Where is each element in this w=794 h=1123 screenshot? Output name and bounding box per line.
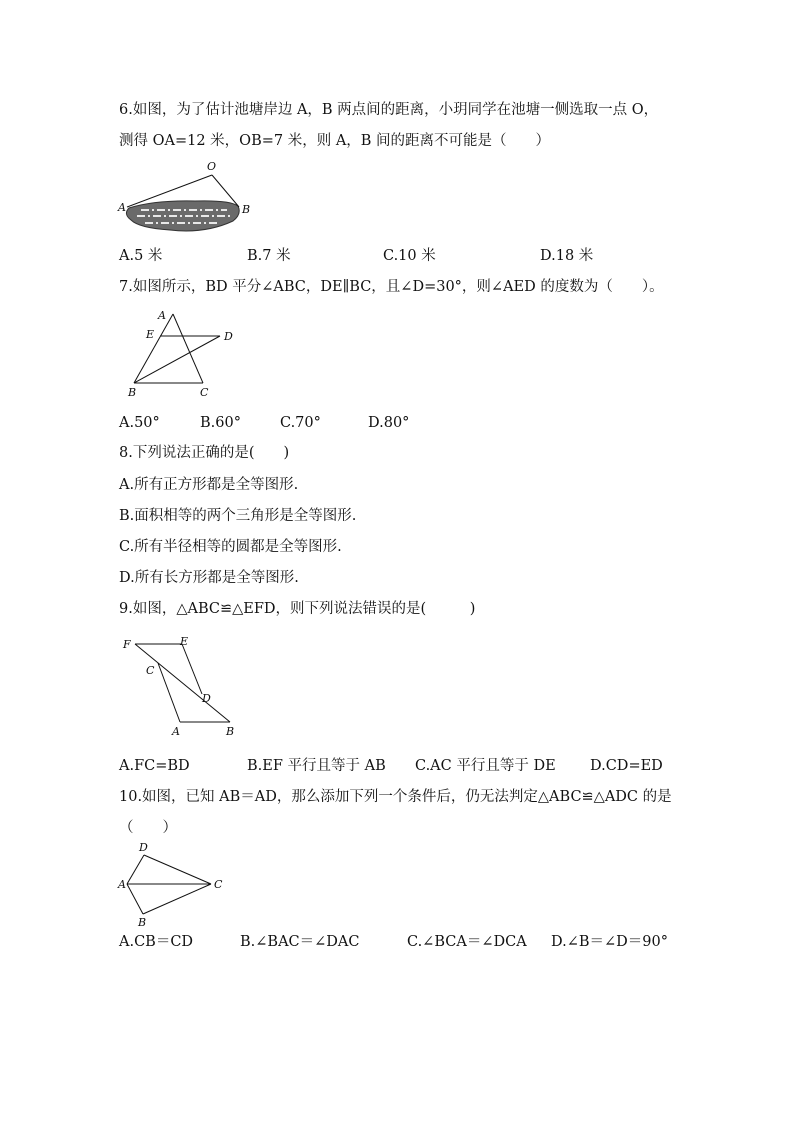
q9-text-line1: 9.如图，△ABC≌△EFD，则下列说法错误的是( ) (119, 601, 476, 617)
q7-option-d: D.80° (368, 415, 410, 431)
q9-option-b: B.EF 平行且等于 AB (247, 758, 386, 774)
label-a: A (118, 878, 126, 891)
q10-text-line2: （ ） (119, 820, 177, 836)
label-d: D (202, 692, 211, 705)
label-a: A (118, 201, 126, 214)
segment-ad (127, 855, 144, 884)
q8-option-d: D.所有长方形都是全等图形. (119, 570, 299, 586)
q7-option-c: C.70° (280, 415, 321, 431)
q6-option-d: D.18 米 (540, 248, 594, 264)
label-e: E (180, 635, 189, 648)
segment-bc (143, 884, 211, 914)
label-c: C (146, 664, 155, 677)
q7-text-line1: 7.如图所示，BD 平分∠ABC，DE∥BC，且∠D=30°，则∠AED 的度数为（ ）。 (119, 279, 664, 295)
label-b: B (242, 203, 251, 216)
segment-ed (182, 644, 202, 694)
segment-fb (135, 644, 230, 722)
q7-triangle-figure (120, 305, 245, 402)
q8-text-line1: 8.下列说法正确的是( ) (119, 445, 290, 461)
q10-text-line1: 10.如图，已知 AB＝AD，那么添加下列一个条件后，仍无法判定△ABC≌△ADC 的是 (119, 789, 672, 805)
label-d: D (224, 330, 233, 343)
q8-option-b: B.面积相等的两个三角形是全等图形. (119, 508, 357, 524)
label-b: B (226, 725, 235, 738)
q9-option-d: D.CD=ED (590, 758, 663, 774)
q10-kite-figure (116, 840, 234, 930)
q7-option-b: B.60° (200, 415, 241, 431)
q6-text-line1: 6.如图，为了估计池塘岸边 A，B 两点间的距离，小玥同学在池塘一侧选取一点 O， (119, 102, 659, 118)
q6-pond-figure (115, 158, 260, 242)
label-e: E (146, 328, 155, 341)
label-b: B (128, 386, 137, 399)
segment-ab (127, 884, 143, 914)
q9-option-c: C.AC 平行且等于 DE (415, 758, 556, 774)
q10-option-d: D.∠B＝∠D＝90° (551, 934, 668, 950)
q10-option-c: C.∠BCA＝∠DCA (407, 934, 527, 950)
label-c: C (214, 878, 223, 891)
q7-option-a: A.50° (119, 415, 160, 431)
q10-option-a: A.CB＝CD (119, 934, 194, 950)
q6-option-b: B.7 米 (247, 248, 291, 264)
q6-option-c: C.10 米 (383, 248, 436, 264)
segment-ac (173, 314, 203, 383)
label-c: C (200, 386, 209, 399)
q9-option-a: A.FC=BD (119, 758, 190, 774)
q8-option-a: A.所有正方形都是全等图形. (119, 477, 299, 493)
label-b: B (138, 916, 147, 929)
q6-text-line2: 测得 OA=12 米，OB=7 米，则 A，B 间的距离不可能是（ ） (119, 133, 551, 149)
label-o: O (207, 160, 217, 173)
label-f: F (123, 638, 131, 651)
label-a: A (158, 309, 166, 322)
q8-option-c: C.所有半径相等的圆都是全等图形. (119, 539, 342, 555)
q9-parallelogram-figure (118, 632, 248, 742)
q10-option-b: B.∠BAC＝∠DAC (240, 934, 360, 950)
q6-option-a: A.5 米 (119, 248, 163, 264)
label-a: A (172, 725, 180, 738)
label-d: D (139, 841, 148, 854)
segment-dc (144, 855, 211, 884)
